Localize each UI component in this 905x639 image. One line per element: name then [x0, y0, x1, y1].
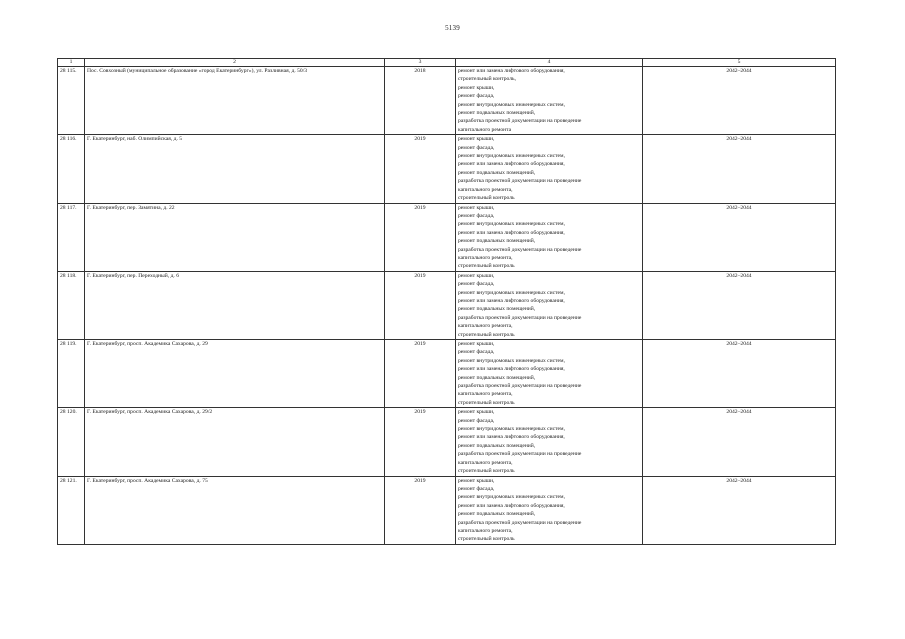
- address-cell: Г. Екатеринбург, просп. Академика Сахарова, д. 29: [85, 340, 385, 408]
- work-item: разработка проектной документации на проведение: [458, 118, 582, 125]
- year-cell: 2019: [385, 271, 456, 339]
- column-header-5: 5: [643, 59, 836, 67]
- address-cell: Г. Екатеринбург, пер. Переходный, д. 6: [85, 271, 385, 339]
- capital-repair-table: [57, 58, 836, 545]
- address-cell: Пос. Совхозный (муниципальное образование «город Екатеринбург»), ул. Разливная, д. 50/3: [85, 67, 385, 135]
- address-cell: Г. Екатеринбург, пер. Замятина, д. 22: [85, 203, 385, 271]
- work-item: ремонт или замена лифтового оборудования,: [458, 366, 565, 373]
- table-row: [58, 408, 836, 476]
- column-header-3: 3: [385, 59, 456, 67]
- works-cell: [456, 476, 643, 544]
- work-item: строительный контроль: [458, 468, 515, 475]
- works-cell: [456, 135, 643, 203]
- work-item: разработка проектной документации на проведение: [458, 314, 582, 321]
- table-header-row: [58, 59, 836, 67]
- work-item: ремонт или замена лифтового оборудования,: [458, 68, 565, 74]
- work-item: разработка проектной документации на проведение: [458, 178, 582, 185]
- work-item: ремонт крыши,: [458, 84, 495, 91]
- works-cell: [456, 408, 643, 476]
- work-item: капитального ремонта,: [458, 459, 513, 466]
- work-item: ремонт подвальных помещений,: [458, 110, 536, 117]
- work-item: ремонт внутридомовых инженерных систем,: [458, 494, 565, 501]
- work-item: ремонт крыши,: [458, 477, 495, 484]
- work-item: ремонт крыши,: [458, 341, 495, 347]
- period-cell: 2042–2044: [643, 203, 836, 271]
- work-item: капитального ремонта,: [458, 323, 513, 330]
- address-cell: Г. Екатеринбург, просп. Академика Сахарова, д. 75: [85, 476, 385, 544]
- row-number-cell: 28 118.: [58, 271, 85, 339]
- column-header-4: 4: [456, 59, 643, 67]
- row-number-cell: 28 117.: [58, 203, 85, 271]
- work-item: ремонт внутридомовых инженерных систем,: [458, 426, 565, 433]
- year-cell: 2019: [385, 476, 456, 544]
- work-item: ремонт фасада,: [458, 212, 495, 219]
- table-row: [58, 476, 836, 544]
- table-row: [58, 135, 836, 203]
- work-item: капитального ремонта,: [458, 391, 513, 398]
- work-item: ремонт или замена лифтового оборудования,: [458, 161, 565, 168]
- work-item: строительный контроль,: [458, 76, 516, 83]
- work-item: капитального ремонта: [458, 126, 512, 133]
- work-item: ремонт фасада,: [458, 349, 495, 356]
- work-item: капитального ремонта,: [458, 527, 513, 534]
- work-item: разработка проектной документации на проведение: [458, 519, 582, 526]
- work-item: ремонт или замена лифтового оборудования,: [458, 229, 565, 236]
- work-item: ремонт подвальных помещений,: [458, 374, 536, 381]
- address-cell: Г. Екатеринбург, наб. Олимпийская, д. 5: [85, 135, 385, 203]
- period-cell: 2042–2044: [643, 135, 836, 203]
- column-header-2: 2: [85, 59, 385, 67]
- work-item: строительный контроль: [458, 195, 515, 202]
- year-cell: 2019: [385, 408, 456, 476]
- period-cell: 2042–2044: [643, 340, 836, 408]
- work-item: строительный контроль: [458, 399, 515, 406]
- work-item: ремонт внутридомовых инженерных систем,: [458, 357, 565, 364]
- table-row: [58, 340, 836, 408]
- period-cell: 2042–2044: [643, 271, 836, 339]
- work-item: ремонт внутридомовых инженерных систем,: [458, 153, 565, 160]
- works-cell: [456, 203, 643, 271]
- work-item: ремонт фасада,: [458, 281, 495, 288]
- work-item: ремонт подвальных помещений,: [458, 442, 536, 449]
- column-header-1: 1: [58, 59, 85, 67]
- period-cell: 2042–2044: [643, 408, 836, 476]
- work-item: ремонт внутридомовых инженерных систем,: [458, 221, 565, 228]
- row-number-cell: 28 115.: [58, 67, 85, 135]
- work-item: ремонт внутридомовых инженерных систем,: [458, 101, 565, 108]
- row-number-cell: 28 120.: [58, 408, 85, 476]
- address-cell: Г. Екатеринбург, просп. Академика Сахарова, д. 29/2: [85, 408, 385, 476]
- work-item: ремонт подвальных помещений,: [458, 169, 536, 176]
- work-item: ремонт крыши,: [458, 272, 495, 279]
- work-item: ремонт внутридомовых инженерных систем,: [458, 289, 565, 296]
- year-cell: 2019: [385, 203, 456, 271]
- period-cell: 2042–2044: [643, 476, 836, 544]
- year-cell: 2019: [385, 135, 456, 203]
- work-item: строительный контроль: [458, 536, 515, 543]
- work-item: ремонт или замена лифтового оборудования,: [458, 434, 565, 441]
- row-number-cell: 28 119.: [58, 340, 85, 408]
- year-cell: 2018: [385, 67, 456, 135]
- work-item: ремонт подвальных помещений,: [458, 238, 536, 245]
- work-item: ремонт фасада,: [458, 485, 495, 492]
- table-row: [58, 67, 836, 135]
- work-item: разработка проектной документации на проведение: [458, 451, 582, 458]
- works-cell: [456, 271, 643, 339]
- work-item: строительный контроль: [458, 263, 515, 270]
- work-item: ремонт фасада,: [458, 93, 495, 100]
- table-row: [58, 271, 836, 339]
- work-item: разработка проектной документации на проведение: [458, 383, 582, 390]
- work-item: ремонт или замена лифтового оборудования,: [458, 502, 565, 509]
- work-item: разработка проектной документации на проведение: [458, 246, 582, 253]
- work-item: ремонт крыши,: [458, 204, 495, 211]
- works-cell: [456, 67, 643, 135]
- work-item: ремонт фасада,: [458, 417, 495, 424]
- work-item: ремонт крыши,: [458, 136, 495, 143]
- work-item: ремонт подвальных помещений,: [458, 306, 536, 313]
- work-item: ремонт фасада,: [458, 144, 495, 151]
- work-item: ремонт или замена лифтового оборудования,: [458, 297, 565, 304]
- works-cell: [456, 340, 643, 408]
- work-item: ремонт подвальных помещений,: [458, 511, 536, 518]
- period-cell: 2042–2044: [643, 67, 836, 135]
- table-row: [58, 203, 836, 271]
- page-number: 5139: [445, 24, 460, 32]
- work-item: капитального ремонта,: [458, 254, 513, 261]
- row-number-cell: 28 121.: [58, 476, 85, 544]
- work-item: строительный контроль: [458, 331, 515, 338]
- work-item: капитального ремонта,: [458, 186, 513, 193]
- year-cell: 2019: [385, 340, 456, 408]
- work-item: ремонт крыши,: [458, 409, 495, 416]
- row-number-cell: 28 116.: [58, 135, 85, 203]
